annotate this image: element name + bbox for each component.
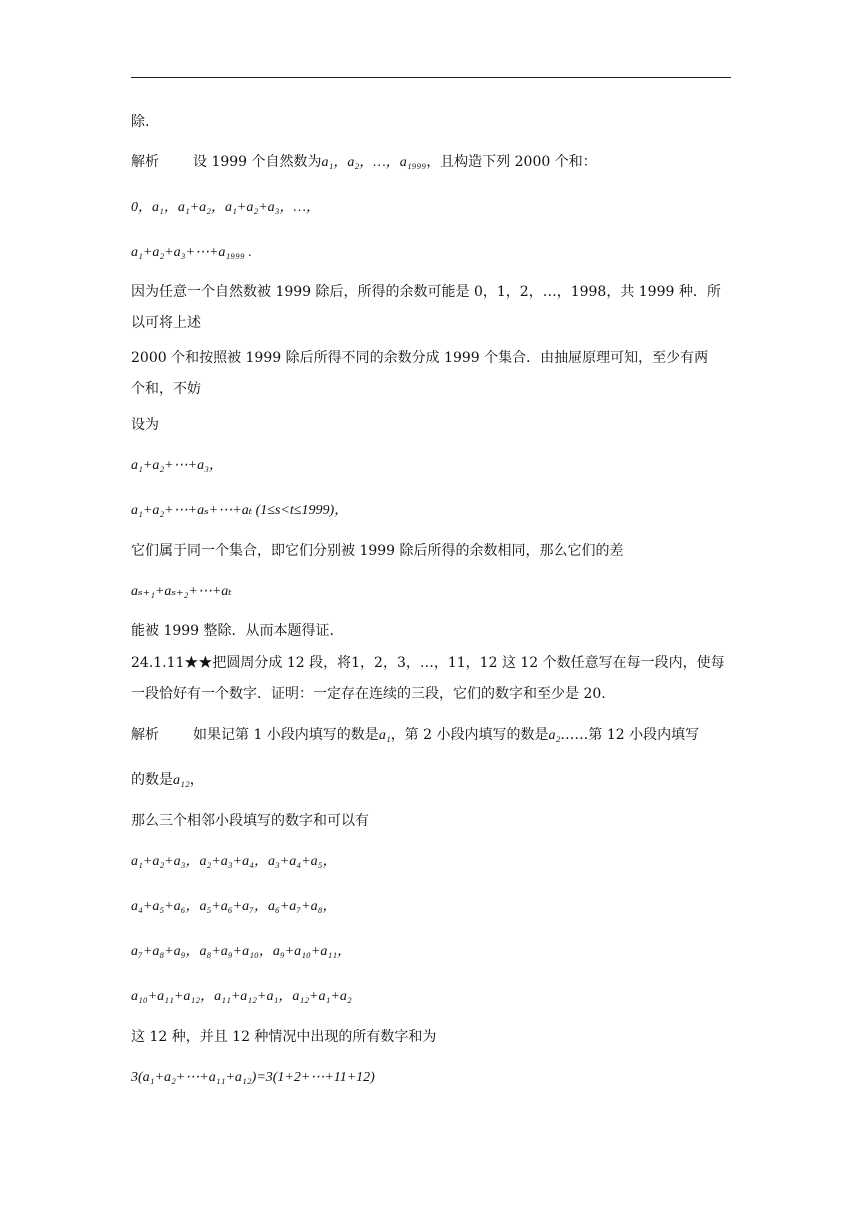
text-line: 这 12 种，并且 12 种情况中出现的所有数字和为 (131, 1029, 437, 1045)
math-line: a₁+a₂+⋯+a₃， (131, 458, 223, 473)
text-line: 那么三个相邻小段填写的数字和可以有 (131, 813, 369, 829)
text-line: 能被 1999 整除．从而本题得证. (131, 623, 334, 639)
text-line: 一段恰好有一个数字．证明：一定存在连续的三段，它们的数字和至少是 20. (131, 686, 606, 702)
problem-title: 24.1.11★★把圆周分成 12 段，将1，2，3，…，11，12 这 12 个数任意写在每一段内，使每 (131, 655, 725, 671)
math-line: a₁+a₂+a₃+⋯+a₁₉₉₉ . (131, 245, 252, 260)
math-line: aₛ₊₁+aₛ₊₂+⋯+aₜ (131, 584, 232, 599)
text-line: 2000 个和按照被 1999 除后所得不同的余数分成 1999 个集合．由抽屉原理可知，至少有两 (131, 350, 709, 366)
text-line: 个和，不妨 (131, 381, 201, 397)
math-line: 0，a₁，a₁+a₂，a₁+a₂+a₃，…， (131, 200, 320, 215)
math-line: a₁+a₂+⋯+aₛ+⋯+aₜ (1≤s<t≤1999)， (131, 503, 349, 518)
text-line: 设为 (131, 417, 159, 433)
math-line: a₁+a₂+a₃，a₂+a₃+a₄，a₃+a₄+a₅， (131, 854, 337, 869)
text-line: 除. (131, 114, 150, 130)
math-line: a₄+a₅+a₆，a₅+a₆+a₇，a₆+a₇+a₈， (131, 899, 337, 914)
math-line: a₇+a₈+a₉，a₈+a₉+a₁₀，a₉+a₁₀+a₁₁， (131, 944, 352, 959)
math-line: a₁₀+a₁₁+a₁₂，a₁₁+a₁₂+a₁，a₁₂+a₁+a₂ (131, 989, 352, 1004)
text-line: 以可将上述 (131, 315, 201, 331)
text-line: 解析 如果记第 1 小段内填写的数是a₁，第 2 小段内填写的数是a₂……第 12 小段内填写 (131, 727, 700, 743)
math-line: 3(a₁+a₂+⋯+a₁₁+a₁₂)=3(1+2+⋯+11+12) (131, 1070, 375, 1085)
text-line: 解析 设 1999 个自然数为a₁，a₂，…，a₁₉₉₉，且构造下列 2000 个和： (131, 154, 597, 170)
text-line: 的数是a₁₂， (131, 772, 204, 788)
header-rule (131, 77, 731, 78)
text-line: 因为任意一个自然数被 1999 除后，所得的余数可能是 0，1，2，…，1998，共 1999 种．所 (131, 284, 721, 300)
text-line: 它们属于同一个集合，即它们分别被 1999 除后所得的余数相同，那么它们的差 (131, 543, 624, 559)
